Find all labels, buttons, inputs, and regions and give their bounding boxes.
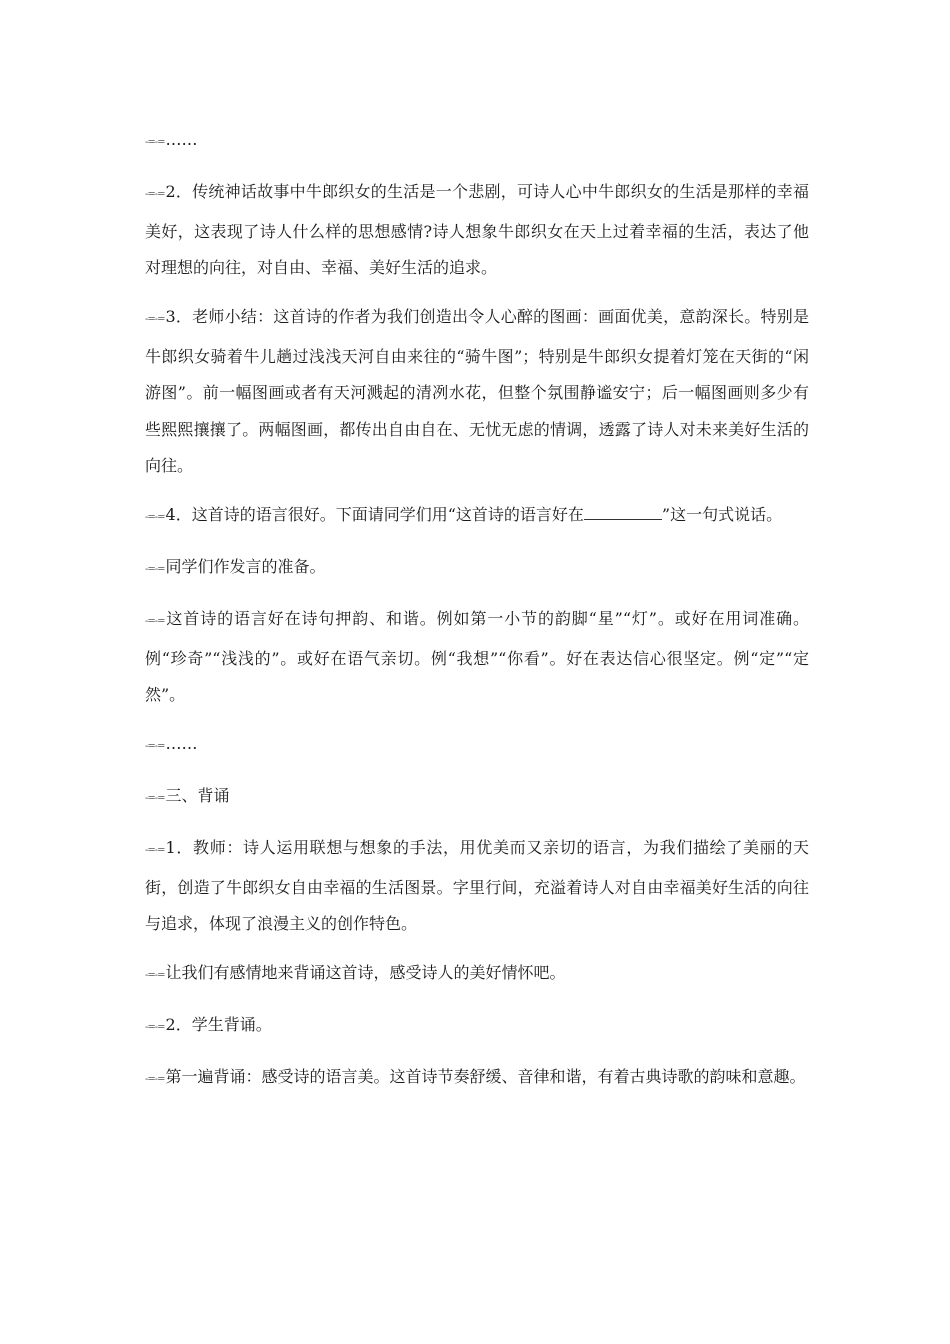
paragraph-marker: -=-= xyxy=(145,741,165,752)
paragraph-recite-emotion xyxy=(145,955,809,995)
paragraph-marker: -=-= xyxy=(145,970,165,981)
paragraph-item-2 xyxy=(145,174,809,287)
paragraph-item-4-prompt xyxy=(145,497,809,537)
section-heading-text: 三、背诵 xyxy=(165,786,230,805)
paragraph-student-recite xyxy=(145,1007,809,1047)
fill-in-blank-line xyxy=(584,505,662,520)
paragraph-text: 这首诗的语言好在诗句押韵、和谐。例如第一小节的韵脚“星”“灯”。或好在用词准确。例“珍奇”“浅浅的”。或好在语气亲切。例“我想”“你看”。好在表达信心很坚定。例“定”“定然”。 xyxy=(145,609,809,704)
paragraph-marker: -=-= xyxy=(145,189,165,200)
paragraph-teacher xyxy=(145,830,809,943)
paragraph-text: 第一遍背诵：感受诗的语言美。这首诗节奏舒缓、音律和谐，有着古典诗歌的韵味和意趣。 xyxy=(165,1067,806,1086)
paragraph-text: …… xyxy=(165,130,198,149)
paragraph-text: 同学们作发言的准备。 xyxy=(165,557,326,576)
paragraph-ellipsis-top xyxy=(145,122,809,162)
paragraph-marker: -=-= xyxy=(145,845,165,856)
paragraph-item-3-summary xyxy=(145,299,809,485)
paragraph-prepare xyxy=(145,549,809,589)
paragraph-text-after-blank: ”这一句式说话。 xyxy=(661,505,783,524)
paragraph-marker: -=-= xyxy=(145,512,165,523)
paragraph-marker: -=-= xyxy=(145,1022,165,1033)
section-heading-recite xyxy=(145,778,809,818)
paragraph-text: 2．学生背诵。 xyxy=(165,1015,272,1034)
paragraph-text: 让我们有感情地来背诵这首诗，感受诗人的美好情怀吧。 xyxy=(165,963,566,982)
paragraph-text: 3．老师小结：这首诗的作者为我们创造出令人心醉的图画：画面优美，意韵深长。特别是牛郎织女骑着牛儿趟过浅浅天河自由来往的“骑牛图”；特别是牛郎织女提着灯笼在天街的“闲游图”。前一幅图画或者有天河溅起的清冽水花，但整个氛围静谧安宁；后一幅图画则多少有些熙熙攘攘了。两幅图画，都传出自由自在、无忧无虑的情调，透露了诗人对未来美好生活的向往。 xyxy=(145,307,809,475)
paragraph-marker: -=-= xyxy=(145,564,165,575)
paragraph-text: …… xyxy=(165,734,198,753)
paragraph-first-recite xyxy=(145,1059,809,1099)
paragraph-marker: -=-= xyxy=(145,314,165,325)
paragraph-marker: -=-= xyxy=(145,137,165,148)
paragraph-marker: -=-= xyxy=(145,1074,165,1085)
paragraph-text-before-blank: 4．这首诗的语言很好。下面请同学们用“这首诗的语言好在 xyxy=(165,505,584,524)
paragraph-language-answer xyxy=(145,601,809,714)
paragraph-text: 2．传统神话故事中牛郎织女的生活是一个悲剧，可诗人心中牛郎织女的生活是那样的幸福美好，这表现了诗人什么样的思想感情?诗人想象牛郎织女在天上过着幸福的生活，表达了他对理想的向往，对自由、幸福、美好生活的追求。 xyxy=(145,182,809,277)
paragraph-marker: -=-= xyxy=(145,793,165,804)
paragraph-marker: -=-= xyxy=(145,616,165,627)
paragraph-text: 1．教师：诗人运用联想与想象的手法，用优美而又亲切的语言，为我们描绘了美丽的天街，创造了牛郎织女自由幸福的生活图景。字里行间，充溢着诗人对自由幸福美好生活的向往与追求，体现了浪漫主义的创作特色。 xyxy=(145,838,809,933)
paragraph-ellipsis-middle xyxy=(145,726,809,766)
document-body xyxy=(145,122,809,1111)
